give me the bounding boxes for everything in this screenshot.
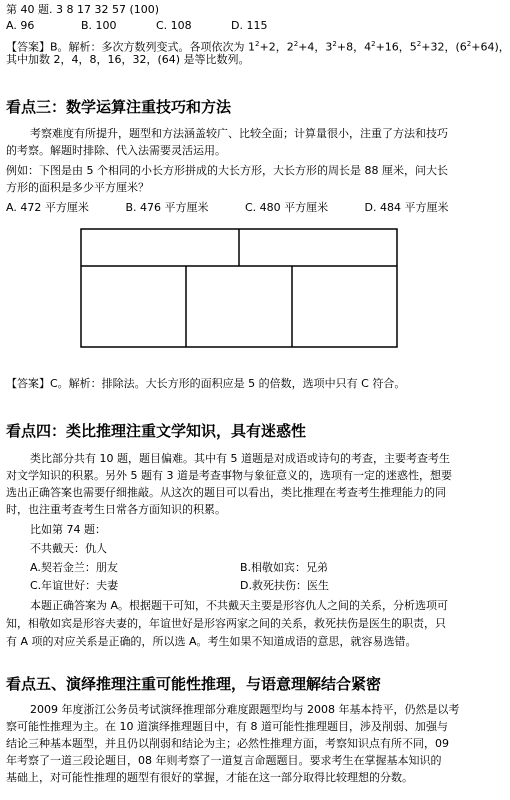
section4-stem: 不共戴天：仇人 — [30, 542, 107, 555]
q40-exp-1: 2 — [255, 40, 260, 48]
section3-option-a: A. 472 平方厘米 — [6, 201, 89, 214]
section4-example-head: 比如第 74 题： — [30, 523, 106, 536]
section3-option-b: B. 476 平方厘米 — [125, 201, 209, 214]
q40-answer-line: 【答案】B。解析：多次方数列变式。各项依次为 $1^2+2$，$2^2+4$，$3^2+8$，$4^2+16$，$5^2+32$，$(6^2+64)$， — [6, 40, 510, 54]
q40-options — [6, 19, 306, 33]
section5-title: 看点五、演绎推理注重可能性推理，与语意理解结合紧密 — [6, 675, 382, 693]
q40-exp-6: 2 — [466, 40, 472, 48]
section4-answer-1: 本题正确答案为 A。根据题干可知，不共戴天主要是形容仇人之间的关系，分析选项可 — [30, 599, 449, 612]
section3-para-1: 考察难度有所提升，题型和方法涵盖较广、比较全面；计算量很小，注重了方法和技巧 — [30, 127, 448, 140]
q40-option-b: B. 100 — [81, 19, 117, 32]
section5-para-5: 基础上，对可能性推理的题型有很好的掌握，才能在这一部分取得比较理想的分数。 — [6, 771, 413, 784]
section4-para-3: 选出正确答案也需要仔细推敲。从这次的题目可以看出，类比推理在考查考生推理能力的同 — [6, 486, 446, 499]
section5-para-3: 结论三种基本题型，并且仍以削弱和结论为主；必然性推理方面，考察知识点有所不同，09 — [6, 737, 449, 750]
section3-title: 看点三：数学运算注重技巧和方法 — [6, 98, 232, 116]
q40-option-c: C. 108 — [156, 19, 192, 32]
q40-base-6: 6 — [459, 40, 467, 54]
section4-answer-3: 有 A 项的对应关系是正确的，所以选 A。考生如果不知道成语的意思，就容易选错。 — [6, 635, 417, 648]
section3-answer: 【答案】C。解析：排除法。大长方形的面积应是 5 的倍数，选项中只有 C 符合。 — [6, 377, 406, 390]
q40-add-3: +8 — [336, 40, 354, 54]
section5-para-4: 年考察了一道三段论题目，08 年则考察了一道复言命题题目。要求考生在掌握基本知识的 — [6, 754, 442, 767]
section4-options — [30, 561, 450, 593]
section3-option-d: D. 484 平方厘米 — [364, 201, 449, 214]
q40-exp-4: 2 — [371, 40, 376, 48]
section4-title: 看点四：类比推理注重文学知识，具有迷惑性 — [6, 422, 307, 440]
section3-options — [6, 201, 484, 215]
section4-para-2: 对文学知识的积累。另外 5 题有 3 道是考查事物与象征意义的，选项有一定的迷惑性，想要 — [6, 469, 452, 482]
q40-base-3: 3 — [325, 40, 333, 54]
q40-option-a: A. 96 — [6, 19, 35, 32]
rectangle-figure — [80, 228, 398, 348]
section3-para-2: 的考察。解题时排除、代入法需要灵活运用。 — [6, 144, 226, 157]
section4-para-4: 时，也注重考查考生日常各方面知识的积累。 — [6, 503, 226, 516]
q40-add-5: +32 — [421, 40, 445, 54]
section4-answer-2: 知，相敬如宾是形容夫妻的，年谊世好是形容两家之间的关系，救死扶伤是医生的职责，只 — [6, 617, 446, 630]
section3-example-1: 例如：下图是由 5 个相同的小长方形拼成的大长方形，大长方形的周长是 88 厘米，问大长 — [6, 164, 448, 177]
section4-option-d: D.救死扶伤：医生 — [240, 579, 329, 592]
section5-para-1: 2009 年度浙江公务员考试演绎推理部分难度跟题型均与 2008 年基本持平，仍然是以考 — [30, 703, 460, 716]
q40-exp-2: 2 — [293, 40, 299, 48]
q40-exp-3: 2 — [332, 40, 337, 48]
q40-add-2: +4 — [298, 40, 315, 54]
q40-add-4: +16 — [375, 40, 399, 54]
q40-header: 第 40 题. 3 8 17 32 57 (100) — [6, 3, 160, 16]
q40-add-6: +64 — [471, 40, 495, 54]
section4-option-b: B.相敬如宾：兄弟 — [240, 561, 329, 574]
q40-base-4: 4 — [364, 40, 372, 54]
q40-add-1: +2 — [259, 40, 276, 54]
section5-para-2: 察可能性推理为主。在 10 道演绎推理题目中，有 8 道可能性推理题目，涉及削弱、加强与 — [6, 720, 448, 733]
q40-base-2: 2 — [286, 40, 294, 54]
q40-base-5: 5 — [409, 40, 417, 54]
section4-option-c: C.年谊世好：夫妻 — [30, 579, 119, 592]
section3-option-c: C. 480 平方厘米 — [245, 201, 329, 214]
section4-para-1: 类比部分共有 10 题，题目偏难。其中有 5 道题是对成语或诗句的考查，主要考查考生 — [30, 452, 450, 465]
q40-answer-tail: 其中加数 2，4，8，16，32，(64) 是等比数列。 — [6, 53, 250, 66]
section4-option-a: A.契若金兰：朋友 — [30, 561, 118, 574]
q40-answer-prefix: 【答案】B。解析：多次方数列变式。各项依次为 1 — [6, 40, 256, 54]
section3-example-2: 方形的面积是多少平方厘米？ — [6, 181, 149, 194]
q40-option-d: D. 115 — [231, 19, 268, 32]
q40-exp-5: 2 — [416, 40, 422, 48]
